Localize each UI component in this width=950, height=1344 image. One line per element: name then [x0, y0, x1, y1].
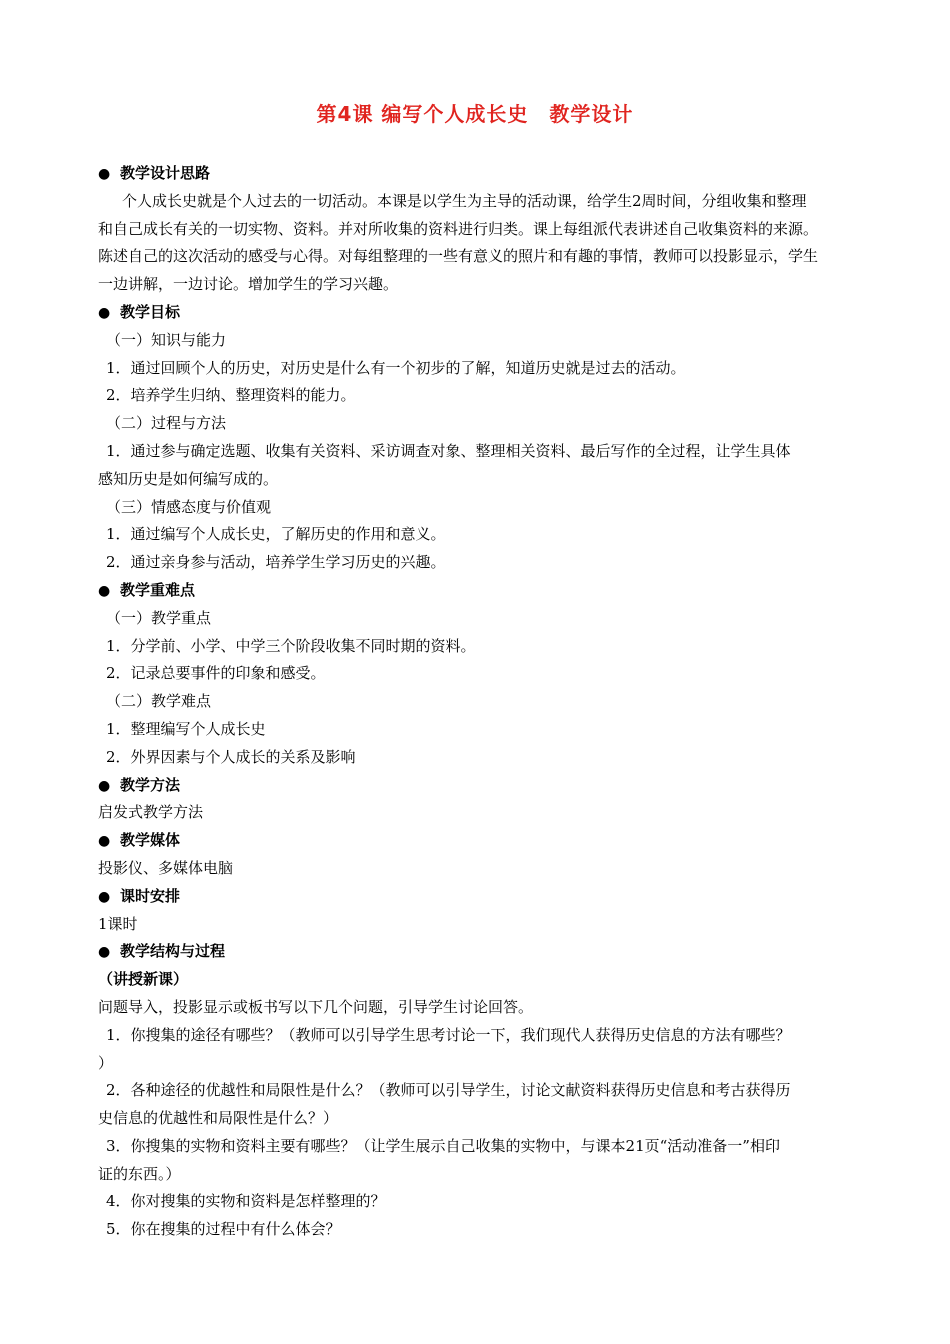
subheading: （二）过程与方法: [106, 414, 227, 433]
bullet-icon: ●: [98, 582, 111, 599]
paragraph-line: 一边讲解，一边讨论。增加学生的学习兴趣。: [98, 275, 399, 294]
page-title: 第4课 编写个人成长史 教学设计: [316, 102, 634, 126]
paragraph-line: 陈述自己的这次活动的感受与心得。对每组整理的一些有意义的照片和有趣的事情，教师可以投影显示，学生: [98, 247, 819, 266]
question-item: 3．你搜集的实物和资料主要有哪些？（让学生展示自己收集的实物中，与课本21页“活动准备一”相印: [106, 1136, 780, 1155]
subheading: （一）知识与能力: [106, 330, 227, 349]
list-item: 1．通过参与确定选题、收集有关资料、采访调查对象、整理相关资料、最后写作的全过程，让学生具体: [106, 441, 791, 460]
subheading: （一）教学重点: [106, 608, 212, 627]
question-item: 5．你在搜集的过程中有什么体会？: [106, 1220, 341, 1239]
section-heading-schedule: ● 课时安排: [98, 883, 886, 911]
paragraph-line: 和自己成长有关的一切实物、资料。并对所收集的资料进行归类。课上每组派代表讲述自己收集资料的来源。: [98, 219, 819, 238]
question-item-continued: 史信息的优越性和局限性是什么？）: [98, 1109, 339, 1128]
list-item: 1．通过回顾个人的历史，对历史是什么有一个初步的了解，知道历史就是过去的活动。: [106, 358, 686, 377]
subheading: （三）情感态度与价值观: [106, 497, 272, 516]
bullet-icon: ●: [98, 944, 111, 961]
bullet-icon: ●: [98, 777, 111, 794]
list-item: 2．记录总要事件的印象和感受。: [106, 664, 326, 683]
section-heading-method: ● 教学方法: [98, 772, 886, 800]
subheading: （二）教学难点: [106, 692, 212, 711]
section-text: 1课时: [98, 914, 138, 933]
bullet-icon: ●: [98, 888, 111, 905]
section-text: 启发式教学方法: [98, 803, 204, 822]
bullet-icon: ●: [98, 304, 111, 321]
section-heading-design: ● 教学设计思路: [98, 160, 886, 188]
list-item-continued: 感知历史是如何编写成的。: [98, 469, 279, 488]
list-item: 1．通过编写个人成长史，了解历史的作用和意义。: [106, 525, 446, 544]
list-item: 2．通过亲身参与活动，培养学生学习历史的兴趣。: [106, 553, 446, 572]
bullet-icon: ●: [98, 833, 111, 850]
document-body: [98, 160, 886, 1244]
question-item-continued: 证的东西。）: [98, 1164, 181, 1183]
section-heading-keypoints: ● 教学重难点: [98, 577, 886, 605]
list-item: 1．整理编写个人成长史: [106, 719, 266, 738]
paragraph-line: 个人成长史就是个人过去的一切活动。本课是以学生为主导的活动课，给学生2周时间，分组收集和整理: [122, 191, 807, 210]
section-heading-media: ● 教学媒体: [98, 827, 886, 855]
list-item: 2．外界因素与个人成长的关系及影响: [106, 747, 356, 766]
question-item: 1．你搜集的途径有哪些？（教师可以引导学生思考讨论一下，我们现代人获得历史信息的方法有哪些？: [106, 1025, 791, 1044]
section-heading-goals: ● 教学目标: [98, 299, 886, 327]
bullet-icon: ●: [98, 166, 111, 182]
question-item: 2．各种途径的优越性和局限性是什么？（教师可以引导学生，讨论文献资料获得历史信息和考古获得历: [106, 1081, 791, 1100]
list-item: 2．培养学生归纳、整理资料的能力。: [106, 386, 356, 405]
section-heading-process: ● 教学结构与过程: [98, 938, 886, 966]
list-item: 1．分学前、小学、中学三个阶段收集不同时期的资料。: [106, 636, 476, 655]
section-text: 投影仪、多媒体电脑: [98, 858, 234, 877]
subheading: （讲授新课）: [98, 970, 189, 989]
section-text: 问题导入，投影显示或板书写以下几个问题，引导学生讨论回答。: [98, 997, 534, 1016]
question-item: 4．你对搜集的实物和资料是怎样整理的？: [106, 1192, 386, 1211]
question-item-continued: ）: [98, 1053, 114, 1072]
